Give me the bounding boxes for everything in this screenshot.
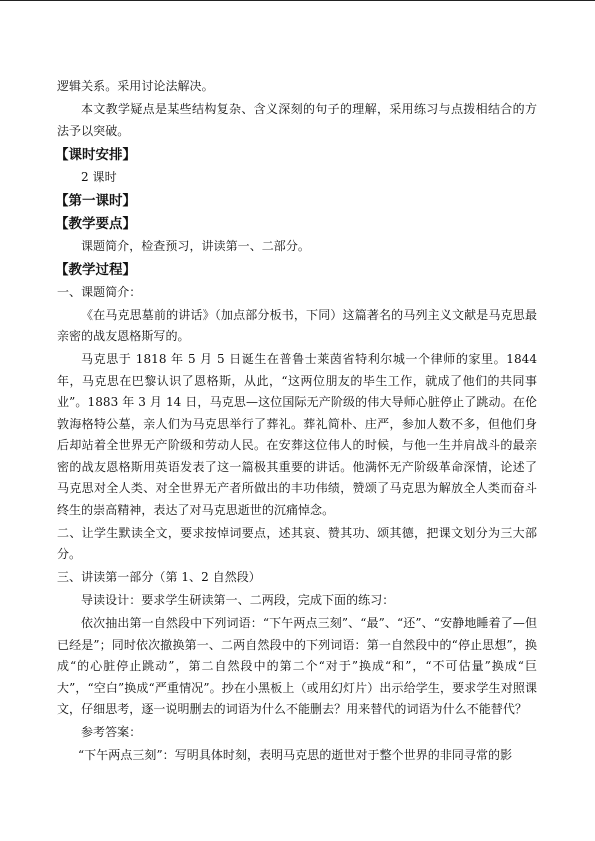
paragraph: 课题简介，检查预习，讲读第一、二部分。 — [81, 238, 310, 253]
paragraph: 2 课时 — [81, 169, 117, 184]
paragraph: 导读设计：要求学生研读第一、二两段，完成下面的练习： — [81, 593, 395, 607]
paragraph: 依次抽出第一自然段中下列词语：“下午两点三刻”、“最”、“还”、“安静地睡着了—但已经是”；同时依次撤换第一、二两自然段中的下列词语：第一自然段中的“停止思想”，换成“的心脏停止跳动”，第二自然段中的第二个“对于”换成“和”，“不可估量”换成“巨大”，“空白”换成“严重情况”。抄在小黑板上（或用幻灯片）出示给学生，要求学生对照课文，仔细思考，逐一说明删去的词语为什么不能删去？用来替代的词语为什么不能替代？ — [57, 616, 537, 716]
subsection-title: 三、讲读第一部分（第 1、2 自然段） — [57, 570, 261, 584]
paragraph: 逻辑关系。采用讨论法解决。 — [57, 79, 214, 93]
section-heading-schedule: 【课时安排】 — [55, 146, 136, 163]
section-heading-key-points: 【教学要点】 — [55, 215, 136, 232]
subsection-title: 二、让学生默读全文，要求按悼词要点，述其哀、赞其功、颂其德，把课文划分为三大部分。 — [57, 525, 537, 561]
paragraph: 参考答案： — [81, 725, 142, 739]
paragraph: 本文教学疑点是某些结构复杂、含义深刻的句子的理解，采用练习与点拨相结合的方法予以突破。 — [57, 102, 537, 138]
paragraph: “下午两点三刻”：写明具体时刻，表明马克思的逝世对于整个世界的非同寻常的影 — [78, 748, 513, 762]
section-heading-lesson-1: 【第一课时】 — [55, 192, 136, 209]
section-heading-process: 【教学过程】 — [55, 261, 136, 278]
top-border-line — [0, 0, 595, 1]
paragraph: 《在马克思墓前的讲话》（加点部分板书，下同）这篇著名的马列主义文献是马克思最亲密的战友恩格斯写的。 — [57, 307, 537, 343]
subsection-title: 一、课题简介： — [57, 284, 142, 299]
document-page — [57, 76, 537, 768]
paragraph: 马克思于 1818 年 5 月 5 日诞生在普鲁士莱茵省特利尔城一个律师的家里。1844 年，马克思在巴黎认识了恩格斯，从此，“这两位朋友的毕生工作，就成了他们的共同事业”。1883 年 3 月 14 日，马克思—这位国际无产阶级的伟大导师心脏停止了跳动。在伦敦海格特公墓，亲人们为马克思举行了葬礼。葬礼简朴、庄严，参加人数不多，但他们身后却站着全世界无产阶级和劳动人民。在安葬这位伟人的时候，与他一生并肩战斗的最亲密的战友恩格斯用英语发表了这一篇极其重要的讲话。他满怀无产阶级革命深情，论述了马克思对全人类、对全世界无产者所做出的丰功伟绩，赞颂了马克思为解放全人类而奋斗终生的崇高精神，表达了对马克思逝世的沉痛悼念。 — [57, 352, 537, 517]
